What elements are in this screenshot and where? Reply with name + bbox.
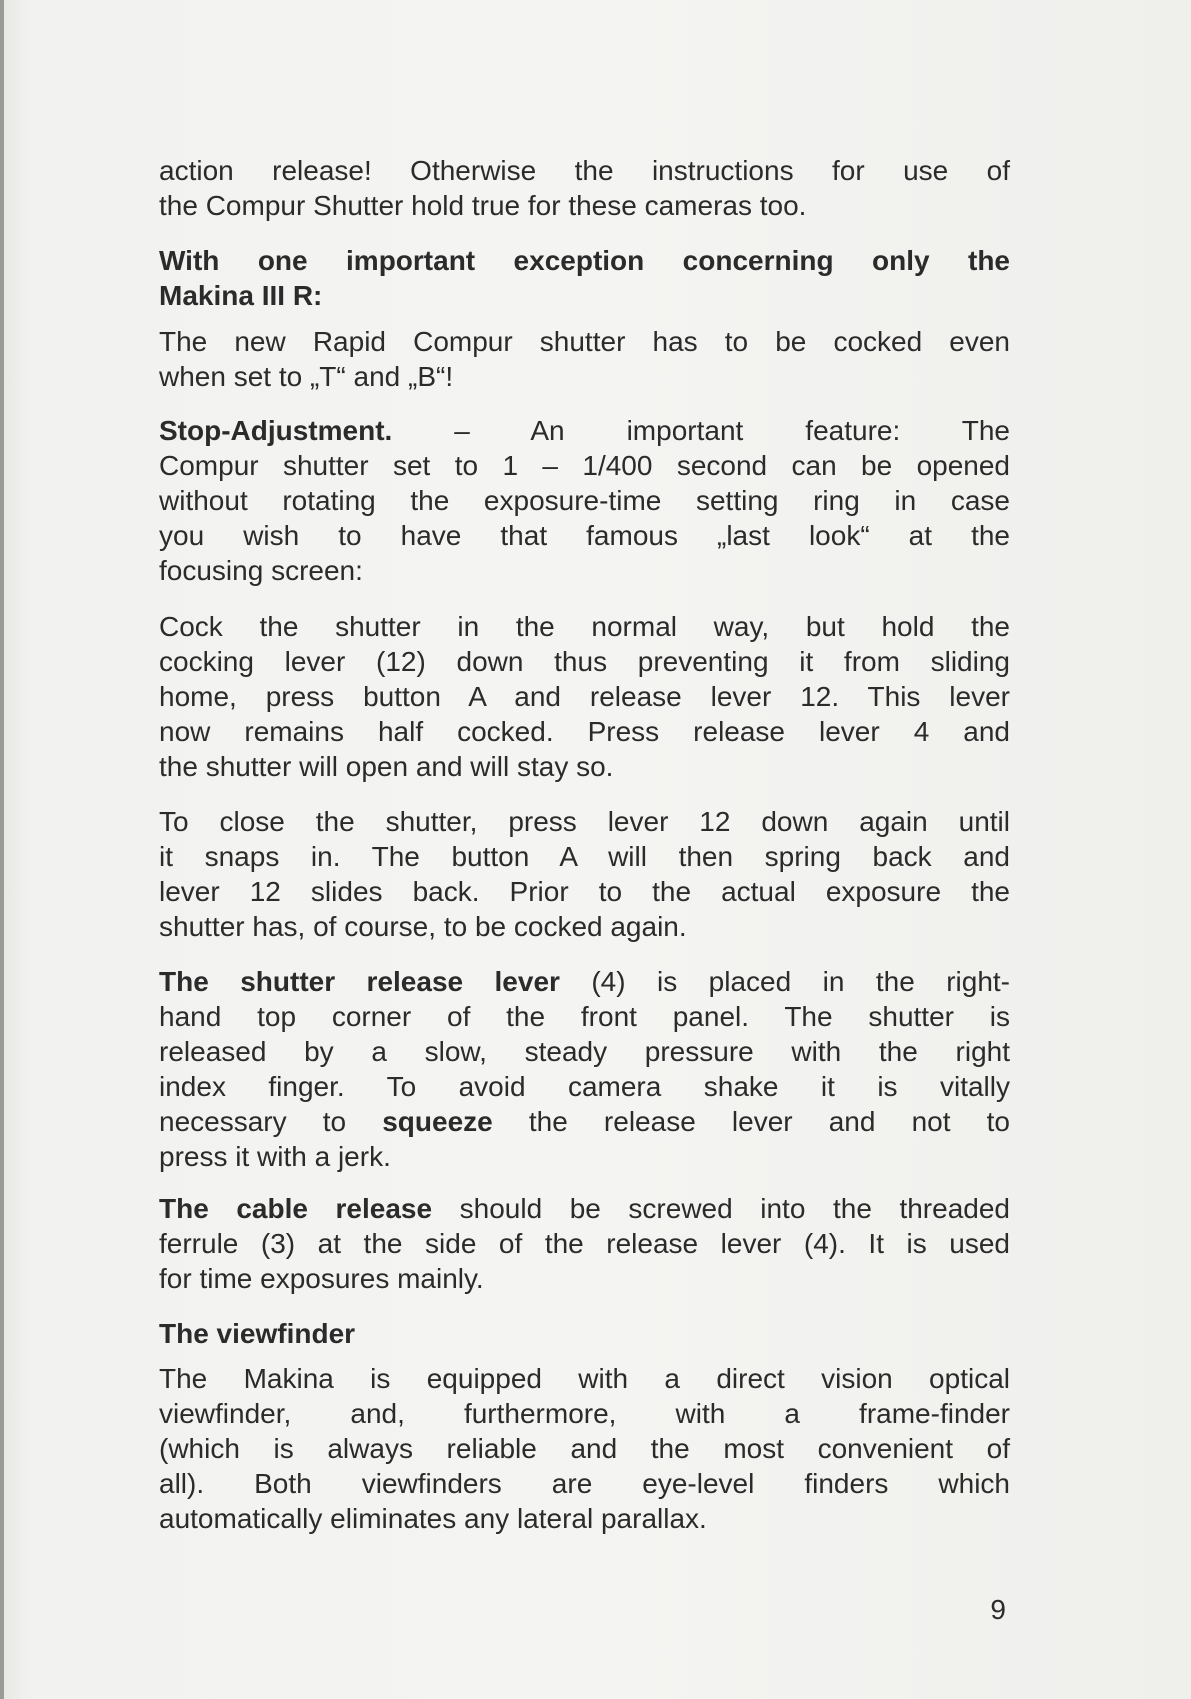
text-line <box>159 359 1010 394</box>
text-line <box>159 1226 1010 1261</box>
text: for time exposures mainly. <box>159 1263 484 1294</box>
text: should be screwed into the threaded <box>432 1193 1010 1224</box>
text-line <box>159 839 1010 874</box>
text-line <box>159 278 1010 313</box>
bold-text: squeeze <box>382 1106 493 1137</box>
text: ferrule (3) at the side of the release lever (4). It is used <box>159 1228 1010 1259</box>
paragraph <box>159 964 1010 1174</box>
text-line <box>159 1104 1010 1139</box>
text: when set to „T“ and „B“! <box>159 361 454 392</box>
bold-text: The cable release <box>159 1193 433 1224</box>
text: all). Both viewfinders are eye-level finders which <box>159 1468 1010 1499</box>
text: without rotating the exposure-time setting ring in case <box>159 485 1010 516</box>
text-line <box>159 483 1010 518</box>
text-line <box>159 518 1010 553</box>
text-line <box>159 804 1010 839</box>
text: Compur shutter set to 1 – 1/400 second can be opened <box>159 450 1010 481</box>
section-heading <box>159 243 1010 313</box>
text: shutter has, of course, to be cocked again. <box>159 911 687 942</box>
text: Cock the shutter in the normal way, but hold the <box>159 611 1010 642</box>
page-edge <box>0 0 4 1699</box>
text: hand top corner of the front panel. The shutter is <box>159 1001 1010 1032</box>
text-line <box>159 1501 1010 1536</box>
text-line <box>159 324 1010 359</box>
text: released by a slow, steady pressure with the right <box>159 1036 1010 1067</box>
section-heading <box>159 1316 1010 1351</box>
text-line <box>159 749 1010 784</box>
text: The new Rapid Compur shutter has to be cocked even <box>159 326 1010 357</box>
text: cocking lever (12) down thus preventing it from sliding <box>159 646 1010 677</box>
paragraph <box>159 609 1010 784</box>
text: viewfinder, and, furthermore, with a frame-finder <box>159 1398 1010 1429</box>
text-line <box>159 874 1010 909</box>
text: – An important feature: The <box>392 415 1010 446</box>
bold-text: The shutter release lever <box>159 966 560 997</box>
paragraph <box>159 1361 1010 1536</box>
text-line <box>159 1261 1010 1296</box>
text: you wish to have that famous „last look“ at the <box>159 520 1010 551</box>
text-line <box>159 1069 1010 1104</box>
page-number: 9 <box>990 1594 1006 1625</box>
text-line <box>159 413 1010 448</box>
text: focusing screen: <box>159 555 363 586</box>
text-line <box>159 609 1010 644</box>
bold-text: The viewfinder <box>159 1318 356 1349</box>
text: (which is always reliable and the most convenient of <box>159 1433 1010 1464</box>
text-line <box>159 909 1010 944</box>
paragraph <box>159 804 1010 944</box>
text-line <box>159 188 1010 223</box>
text-line <box>159 1139 1010 1174</box>
text-line <box>159 448 1010 483</box>
text-line <box>159 644 1010 679</box>
text-line <box>159 679 1010 714</box>
text: it snaps in. The button A will then spring back and <box>159 841 1010 872</box>
text-line <box>159 153 1010 188</box>
bold-text: With one important exception concerning only the <box>159 245 1010 276</box>
text-line <box>159 714 1010 749</box>
text-line <box>159 1431 1010 1466</box>
text: index finger. To avoid camera shake it is vitally <box>159 1071 1010 1102</box>
bold-text: Makina III R: <box>159 280 323 311</box>
text-line <box>159 553 1010 588</box>
text-line <box>159 1034 1010 1069</box>
text: automatically eliminates any lateral parallax. <box>159 1503 707 1534</box>
text: necessary to <box>159 1106 383 1137</box>
text-line <box>159 1466 1010 1501</box>
text: the shutter will open and will stay so. <box>159 751 614 782</box>
text: the release lever and not to <box>492 1106 1010 1137</box>
text-line <box>159 1361 1010 1396</box>
text: (4) is placed in the right- <box>559 966 1010 997</box>
text: lever 12 slides back. Prior to the actual exposure the <box>159 876 1010 907</box>
paragraph <box>159 324 1010 394</box>
text-line <box>159 1316 1010 1351</box>
text: To close the shutter, press lever 12 down again until <box>159 806 1010 837</box>
paragraph <box>159 413 1010 588</box>
paragraph <box>159 153 1010 223</box>
text: action release! Otherwise the instructions for use of <box>159 155 1010 186</box>
text-line <box>159 1191 1010 1226</box>
text-line <box>159 1396 1010 1431</box>
text: now remains half cocked. Press release lever 4 and <box>159 716 1010 747</box>
text-line <box>159 243 1010 278</box>
bold-text: Stop-Adjustment. <box>159 415 393 446</box>
paragraph <box>159 1191 1010 1296</box>
text-line <box>159 964 1010 999</box>
text: home, press button A and release lever 12. This lever <box>159 681 1010 712</box>
text: the Compur Shutter hold true for these cameras too. <box>159 190 807 221</box>
text: The Makina is equipped with a direct vision optical <box>159 1363 1010 1394</box>
text: press it with a jerk. <box>159 1141 391 1172</box>
text-line <box>159 999 1010 1034</box>
